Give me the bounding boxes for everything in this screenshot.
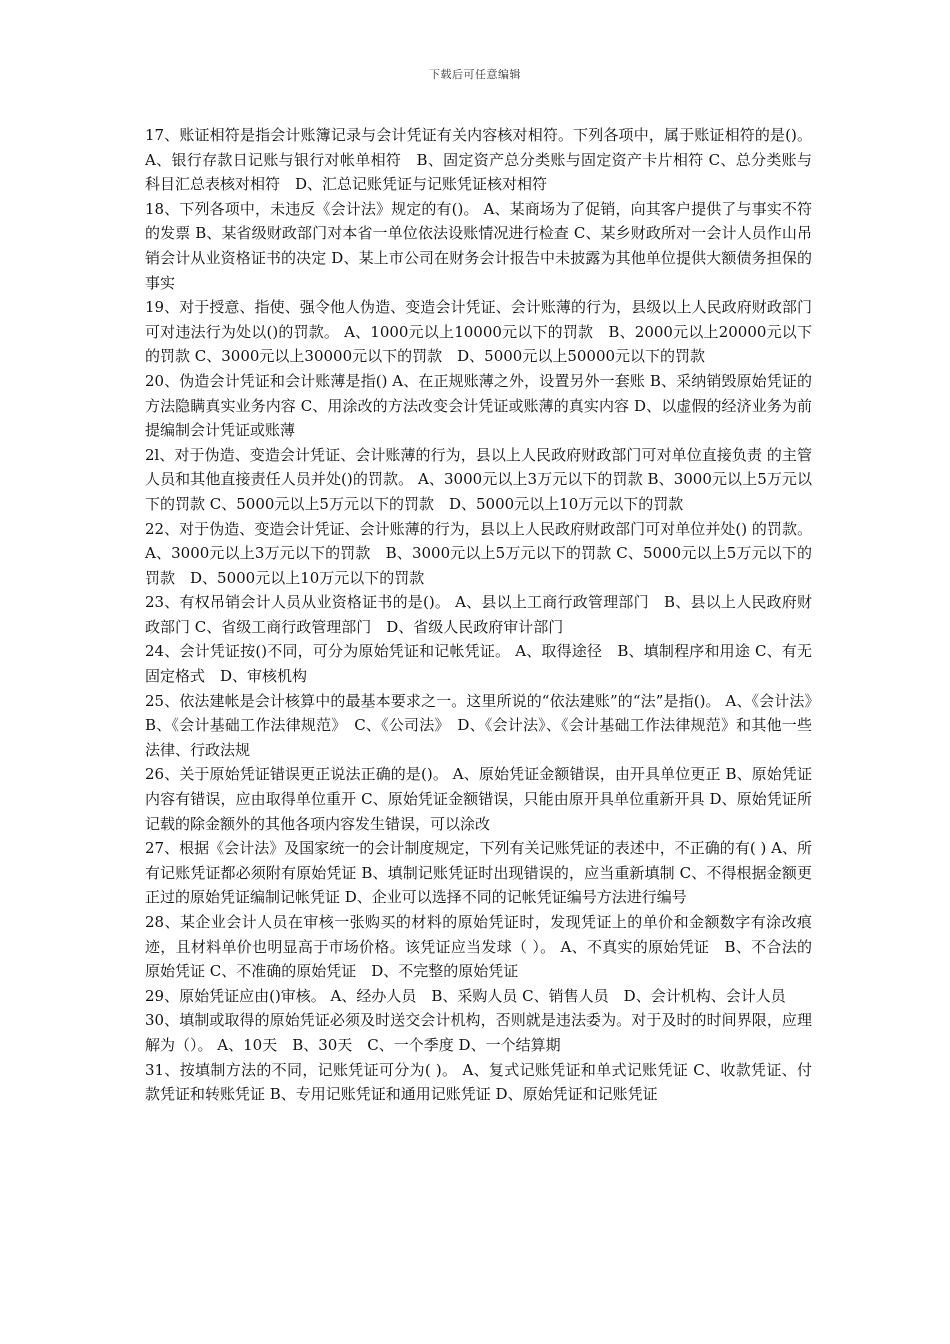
question-21: 2l、对于伪造、变造会计凭证、会计账薄的行为，县以上人民政府财政部门可对单位直接负责 的主管人员和其他直接责任人员并处()的罚款。 A、3000元以上3万元以下的罚款 B、3000元以上5万元以下的罚款 C、5000元以上5万元以下的罚款 D、5000元以上10万元以下的罚款: [145, 445, 812, 513]
page-header: 下载后可任意编辑: [429, 68, 521, 81]
question-24: 24、会计凭证按()不同，可分为原始凭证和记帐凭证。 A、取得途径 B、填制程序和用途 C、有无固定格式 D、审核机构: [145, 642, 812, 686]
question-26: 26、关于原始凭证错误更正说法正确的是()。 A、原始凭证金额错误，由开具单位更正 B、原始凭证内容有错误，应由取得单位重开 C、原始凭证金额错误，只能由原开具单位重新开具 D、原始凭证所记载的除金额外的其他各项内容发生错误，可以涂改: [145, 765, 812, 833]
question-31: 31、按填制方法的不同，记账凭证可分为( )。 A、复式记账凭证和单式记账凭证 C、收款凭证、付款凭证和转账凭证 B、专用记账凭证和通用记账凭证 D、原始凭证和记账凭证: [145, 1060, 812, 1104]
document-body: [145, 123, 828, 1107]
question-19: 19、对于授意、指使、强令他人伪造、变造会计凭证、会计账薄的行为，县级以上人民政府财政部门可对违法行为处以()的罚款。 A、1000元以上10000元以下的罚款 B、2000元以上20000元以下的罚款 C、3000元以上30000元以下的罚款 D、5000元以上50000元以下的罚款: [145, 298, 812, 366]
question-22: 22、对于伪造、变造会计凭证、会计账薄的行为，县以上人民政府财政部门可对单位并处() 的罚款。 A、3000元以上3万元以下的罚款 B、3000元以上5万元以下的罚款 C、5000元以上5万元以下的罚款 D、5000元以上10万元以下的罚款: [145, 519, 812, 587]
question-27: 27、根据《会计法》及国家统一的会计制度规定，下列有关记账凭证的表述中，不正确的有( ) A、所有记账凭证都必须附有原始凭证 B、填制记账凭证时出现错误的，应当重新填制 C、不得根据金额更正过的原始凭证编制记帐凭证 D、企业可以选择不同的记帐凭证编号方法进行编号: [145, 839, 812, 907]
question-17: 17、账证相符是指会计账簿记录与会计凭证有关内容核对相符。下列各项中，属于账证相符的是()。 A、银行存款日记账与银行对帐单相符 B、固定资产总分类账与固定资产卡片相符 C、总分类账与科目汇总表核对相符 D、汇总记账凭证与记账凭证核对相符: [145, 126, 812, 194]
question-23: 23、有权吊销会计人员从业资格证书的是()。 A、县以上工商行政管理部门 B、县以上人民政府财政部门 C、省级工商行政管理部门 D、省级人民政府审计部门: [145, 593, 812, 636]
question-18: 18、下列各项中，未违反《会计法》规定的有()。 A、某商场为了促销，向其客户提供了与事实不符的发票 B、某省级财政部门对本省一单位依法设账情况进行检查 C、某乡财政所对一会计人员作山吊销会计从业资格证书的决定 D、某上市公司在财务会计报告中未披露为其他单位提供大额债务担保的事实: [145, 199, 812, 292]
question-28: 28、某企业会计人员在审核一张购买的材料的原始凭证时，发现凭证上的单价和金额数字有涂改痕迹，且材料单价也明显高于市场价格。该凭证应当发球（ ）。 A、不真实的原始凭证 B、不合法的原始凭证 C、不准确的原始凭证 D、不完整的原始凭证: [145, 913, 812, 981]
question-30: 30、填制或取得的原始凭证必须及时送交会计机构，否则就是违法委为。对于及时的时间界限，应理解为（）。 A、10天 B、30天 C、一个季度 D、一个结算期: [145, 1011, 812, 1054]
question-20: 20、伪造会计凭证和会计账薄是指() A、在正规账薄之外，设置另外一套账 B、采纳销毁原始凭证的方法隐瞒真实业务内容 C、用涂改的方法改变会计凭证或账薄的真实内容 D、以虚假的经济业务为前提编制会计凭证或账薄: [145, 371, 812, 440]
question-25: 25、依法建帐是会计核算中的最基本要求之一。这里所说的“依法建账”的“法”是指()。 A、《会计法》 B、《会计基础工作法律规范》 C、《公司法》 D、《会计法》、《会计基础工作法律规范》和其他一些法律、行政法规: [145, 691, 828, 759]
question-29: 29、原始凭证应由()审核。 A、经办人员 B、采购人员 C、销售人员 D、会计机构、会计人员: [145, 986, 786, 1005]
